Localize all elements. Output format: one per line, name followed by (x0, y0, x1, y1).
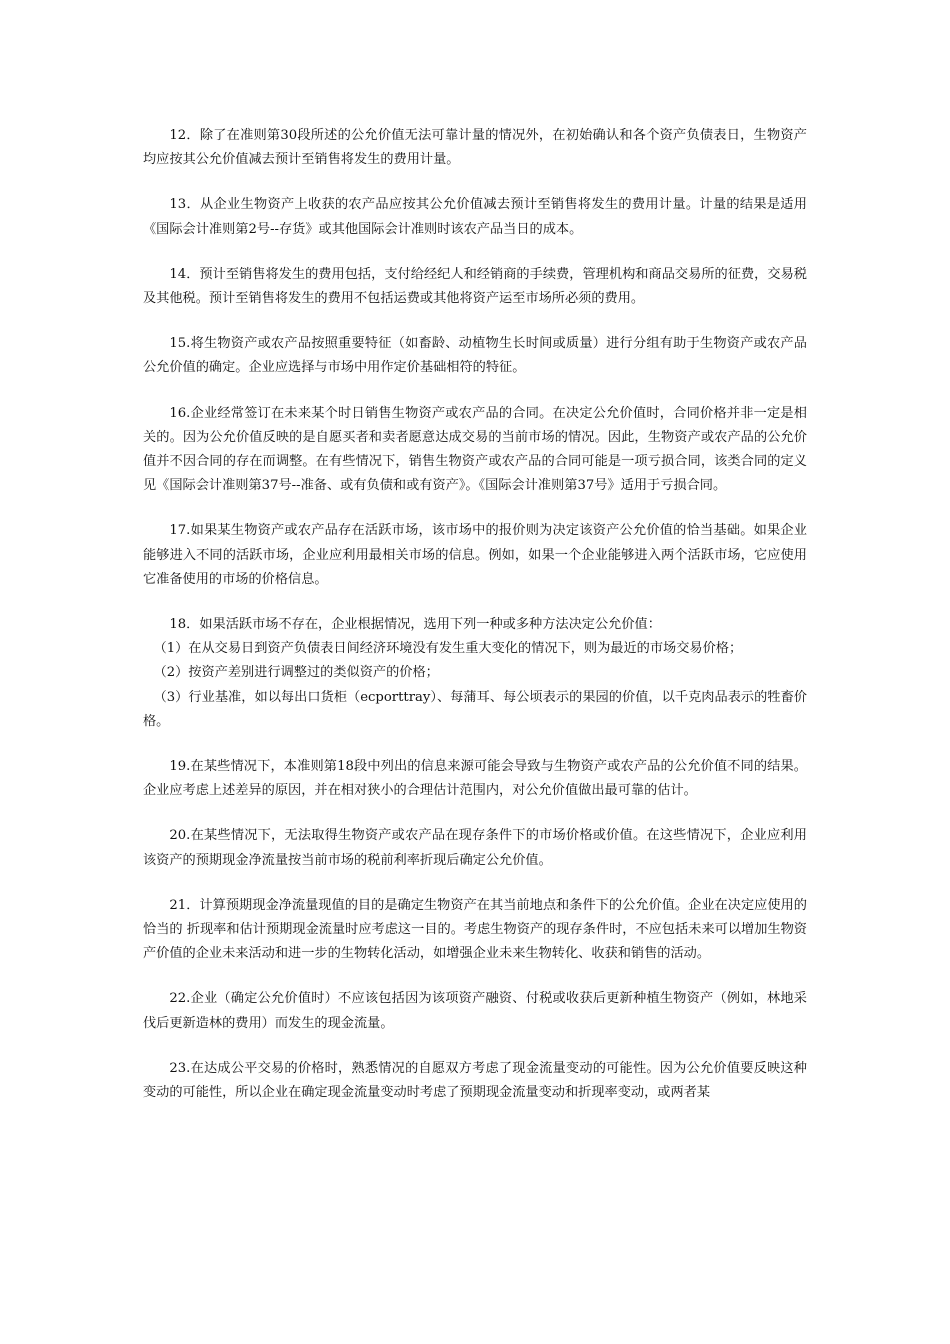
paragraph-12: 12．除了在准则第30段所述的公允价值无法可靠计量的情况外，在初始确认和各个资产负债表日，生物资产均应按其公允价值减去预计至销售将发生的费用计量。 (143, 128, 807, 168)
document-page (143, 124, 807, 1105)
paragraph-19: 19.在某些情况下，本准则第18段中列出的信息来源可能会导致与生物资产或农产品的公允价值不同的结果。企业应考虑上述差异的原因，并在相对狭小的合理估计范围内，对公允价值做出最可靠的估计。 (143, 759, 807, 799)
paragraph-16: 16.企业经常签订在未来某个时日销售生物资产或农产品的合同。在决定公允价值时，合同价格并非一定是相关的。因为公允价值反映的是自愿买者和卖者愿意达成交易的当前市场的情况。因此，生物资产或农产品的公允价值并不因合同的存在而调整。在有些情况下，销售生物资产或农产品的合同可能是一项亏损合同，该类合同的定义见《国际会计准则第37号--准备、或有负债和或有资产》。《国际会计准则第37号》适用于亏损合同。 (143, 405, 807, 494)
paragraph-18-item-2: （2）按资产差别进行调整过的类似资产的价格； (153, 665, 439, 681)
paragraph-22: 22.企业（确定公允价值时）不应该包括因为该项资产融资、付税或收获后更新种植生物资产（例如，林地采伐后更新造林的费用）而发生的现金流量。 (143, 991, 807, 1031)
paragraph-18-item-1: （1）在从交易日到资产负债表日间经济环境没有发生重大变化的情况下，则为最近的市场交易价格； (153, 641, 743, 657)
paragraph-18-item-3: （3）行业基准，如以每出口货柜（ecporttray）、每蒲耳、每公顷表示的果园的价值，以千克肉品表示的牲畜价格。 (143, 689, 807, 729)
paragraph-13: 13．从企业生物资产上收获的农产品应按其公允价值减去预计至销售将发生的费用计量。计量的结果是适用《国际会计准则第2号--存货》或其他国际会计准则时该农产品当日的成本。 (143, 197, 807, 237)
paragraph-23: 23.在达成公平交易的价格时，熟悉情况的自愿双方考虑了现金流量变动的可能性。因为公允价值要反映这种变动的可能性，所以企业在确定现金流量变动时考虑了预期现金流量变动和折现率变动，或两者某 (143, 1060, 807, 1101)
paragraph-14: 14．预计至销售将发生的费用包括，支付给经纪人和经销商的手续费，管理机构和商品交易所的征费，交易税及其他税。预计至销售将发生的费用不包括运费或其他将资产运至市场所必须的费用。 (143, 266, 807, 307)
paragraph-15: 15.将生物资产或农产品按照重要特征（如畜龄、动植物生长时间或质量）进行分组有助于生物资产或农产品公允价值的确定。企业应选择与市场中用作定价基础相符的特征。 (143, 336, 807, 376)
paragraph-20: 20.在某些情况下，无法取得生物资产或农产品在现存条件下的市场价格或价值。在这些情况下，企业应利用该资产的预期现金净流量按当前市场的税前利率折现后确定公允价值。 (143, 828, 807, 868)
paragraph-17: 17.如果某生物资产或农产品存在活跃市场，该市场中的报价则为决定该资产公允价值的恰当基础。如果企业能够进入不同的活跃市场，企业应利用最相关市场的信息。例如，如果一个企业能够进入两个活跃市场，它应使用它准备使用的市场的价格信息。 (143, 523, 807, 587)
paragraph-18: 18．如果活跃市场不存在，企业根据情况，选用下列一种或多种方法决定公允价值： (169, 617, 661, 633)
paragraph-21: 21．计算预期现金净流量现值的目的是确定生物资产在其当前地点和条件下的公允价值。企业在决定应使用的恰当的 折现率和估计预期现金流量时应考虑这一目的。考虑生物资产的现存条件时，不应包括未来可以增加生物资产价值的企业未来活动和进一步的生物转化活动，如增强企业未来生物转化、收获和销售的活动。 (143, 897, 807, 962)
